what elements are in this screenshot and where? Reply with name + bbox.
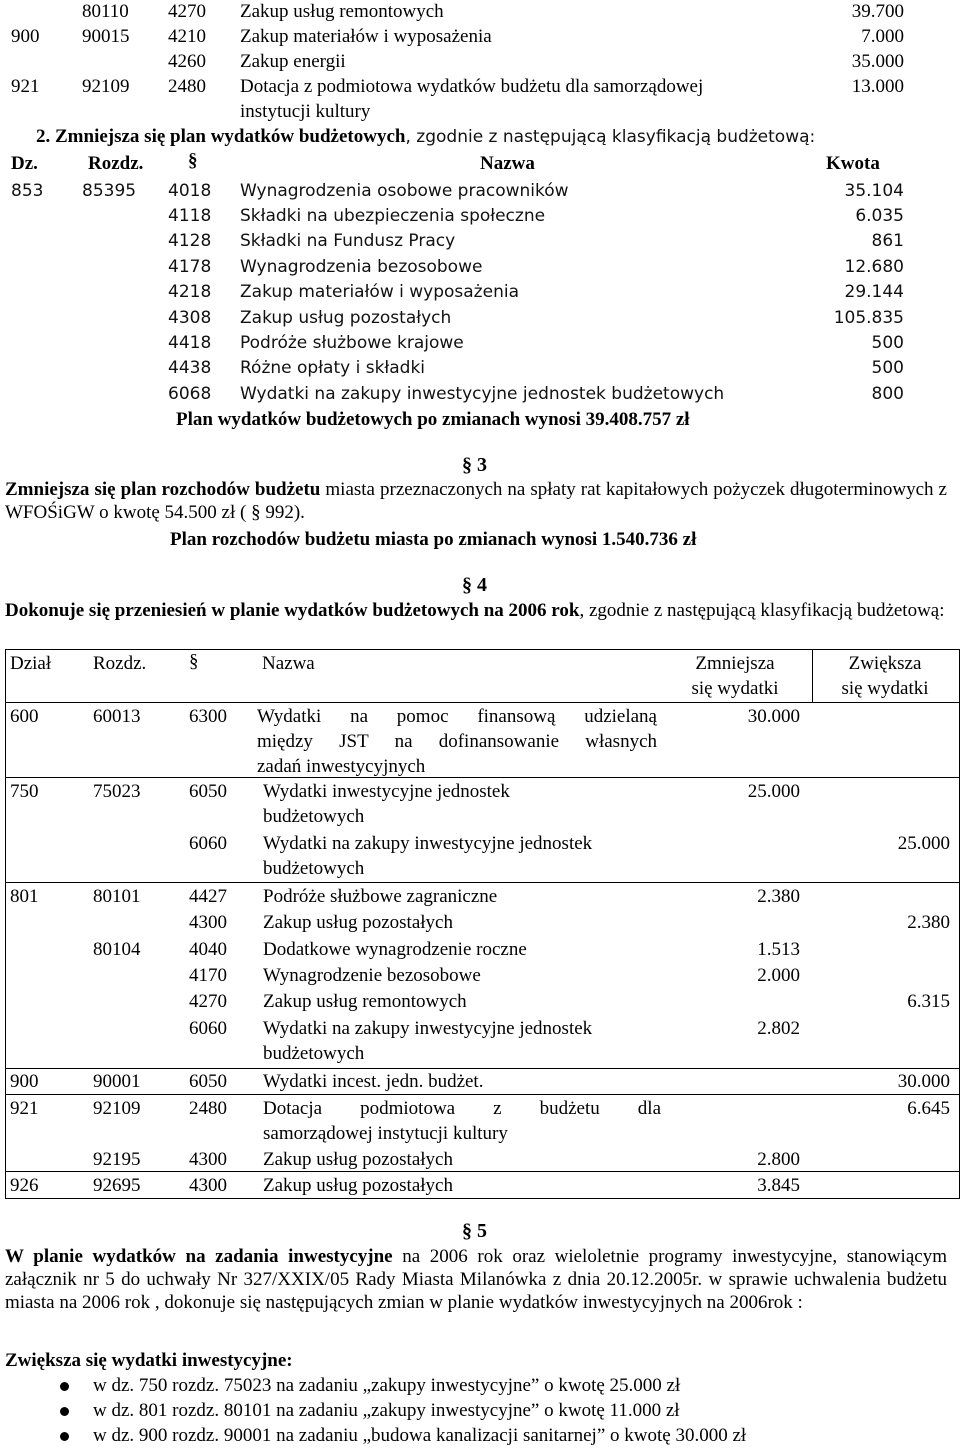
amount-cell: 861 <box>871 231 904 251</box>
table-border <box>5 649 960 650</box>
column-divider <box>812 649 813 702</box>
header-name: Nazwa <box>262 653 315 674</box>
section3-text-bold: Zmniejsza się plan rozchodów budżetu <box>5 479 321 500</box>
decrease-cell: 1.513 <box>757 939 800 960</box>
section5-text-bold: W planie wydatków na zadania inwestycyjne <box>5 1246 393 1267</box>
section5-text-rest: na 2006 rok oraz wieloletnie programy inwestycyjne, stanowiącym załącznik nr 5 do uchwały Nr 327/XXIX/05 Rady Miasta Milanówka z dnia 20.12.2005r. w sprawie uchwalenia budżetu miasta na 2006 rok , dokonuje się następujących zmian w planie wydatków inwestycyjnych na 2006rok : <box>5 1246 947 1313</box>
header-par: § <box>189 651 199 672</box>
par-cell: 6050 <box>189 781 227 802</box>
rozdz-cell: 80110 <box>82 1 129 22</box>
name-cell: Wydatki incest. jedn. budżet. <box>263 1071 484 1092</box>
section2-number: 2. <box>36 126 51 147</box>
amount-cell: 12.680 <box>844 257 904 277</box>
header-increase-1: Zwiększa <box>848 653 922 674</box>
header-dzial: Dział <box>10 653 52 674</box>
par-cell: 4118 <box>168 206 212 226</box>
header-decrease-2: się wydatki <box>691 678 779 699</box>
rozdz-cell: 80101 <box>93 886 141 907</box>
row-divider <box>5 1094 960 1095</box>
bullet-icon <box>60 1407 69 1416</box>
header-rozdz: Rozdz. <box>93 653 147 674</box>
list-item: w dz. 900 rozdz. 90001 na zadaniu „budowa kanalizacji sanitarnej” o kwotę 30.000 zł <box>93 1425 747 1446</box>
header-decrease-1: Zmniejsza <box>695 653 775 674</box>
name-cell: Wynagrodzenie bezosobowe <box>263 965 481 986</box>
amount-cell: 39.700 <box>851 1 904 22</box>
table-border <box>5 1198 960 1199</box>
row-divider <box>5 1171 960 1172</box>
amount-cell: 105.835 <box>833 308 904 328</box>
name-cell: Dodatkowe wynagrodzenie roczne <box>263 939 527 960</box>
name-cell: budżetowych <box>263 806 365 827</box>
bullet-icon <box>60 1382 69 1391</box>
section3-paragraph <box>5 478 947 524</box>
section4-text-bold: Dokonuje się przeniesień w planie wydatków budżetowych na 2006 rok <box>5 600 580 621</box>
rozdz-cell: 92695 <box>93 1175 141 1196</box>
amount-cell: 7.000 <box>861 26 904 47</box>
name-cell: Zakup usług pozostałych <box>263 1149 453 1170</box>
rozdz-cell: 92109 <box>82 76 130 97</box>
section3-text-rest: miasta przeznaczonych na spłaty rat kapitałowych pożyczek długoterminowych z WFOŚiGW o kwotę 54.500 zł ( § 992). <box>5 479 947 523</box>
header-increase-2: się wydatki <box>841 678 929 699</box>
par-cell: 4178 <box>168 257 212 277</box>
name-cell: Dotacja podmiotowa z budżetu dla <box>263 1098 661 1119</box>
dzial-cell: 900 <box>10 1071 39 1092</box>
section4-paragraph <box>5 599 947 622</box>
name-cell: Zakup materiałów i wyposażenia <box>240 282 519 302</box>
table-border <box>5 649 6 1199</box>
par-cell: 6050 <box>189 1071 227 1092</box>
par-cell: 4300 <box>189 912 227 933</box>
section2-heading <box>36 126 815 148</box>
decrease-cell: 25.000 <box>747 781 800 802</box>
header-par: § <box>188 150 198 171</box>
name-cell: budżetowych <box>263 858 365 879</box>
name-cell: Dotacja z podmiotowa wydatków budżetu dla samorządowej <box>240 76 704 97</box>
name-cell: Wynagrodzenia osobowe pracowników <box>240 181 569 201</box>
rozdz-cell: 92109 <box>93 1098 141 1119</box>
name-cell: Wydatki inwestycyjne jednostek <box>263 781 510 802</box>
name-cell: Zakup usług pozostałych <box>263 1175 453 1196</box>
par-cell: 4270 <box>168 1 206 22</box>
section5-title: § 5 <box>462 1220 487 1242</box>
rozdz-cell: 85395 <box>82 181 137 201</box>
bullet-icon <box>60 1432 69 1441</box>
section2-heading-rest: , zgodnie z następującą klasyfikacją budżetową: <box>405 127 816 147</box>
amount-cell: 500 <box>871 358 904 378</box>
name-cell: Wydatki na pomoc finansową udzielaną <box>257 706 657 727</box>
name-cell: budżetowych <box>263 1043 365 1064</box>
par-cell: 6300 <box>189 706 227 727</box>
header-dz: Dz. <box>11 153 38 174</box>
decrease-cell: 2.802 <box>757 1018 800 1039</box>
name-cell: Zakup usług remontowych <box>263 991 467 1012</box>
row-divider <box>5 702 960 703</box>
par-cell: 6060 <box>189 1018 227 1039</box>
par-cell: 4300 <box>189 1149 227 1170</box>
row-divider <box>5 882 960 883</box>
par-cell: 4308 <box>168 308 212 328</box>
rozdz-cell: 90001 <box>93 1071 141 1092</box>
increase-cell: 6.645 <box>907 1098 950 1119</box>
rozdz-cell: 75023 <box>93 781 141 802</box>
row-divider <box>5 777 960 778</box>
par-cell: 4300 <box>189 1175 227 1196</box>
par-cell: 4128 <box>168 231 212 251</box>
par-cell: 4040 <box>189 939 227 960</box>
name-cell: między JST na dofinansowanie własnych <box>257 731 657 752</box>
name-cell: samorządowej instytucji kultury <box>263 1123 508 1144</box>
section5-subheading: Zwiększa się wydatki inwestycyjne: <box>5 1350 293 1371</box>
par-cell: 4218 <box>168 282 212 302</box>
increase-cell: 25.000 <box>897 833 950 854</box>
par-cell: 4260 <box>168 51 206 72</box>
increase-cell: 6.315 <box>907 991 950 1012</box>
name-cell: Zakup usług pozostałych <box>240 308 452 328</box>
list-item: w dz. 750 rozdz. 75023 na zadaniu „zakupy inwestycyjne” o kwotę 25.000 zł <box>93 1375 681 1396</box>
name-cell: Zakup usług pozostałych <box>263 912 453 933</box>
name-cell: Podróże służbowe krajowe <box>240 333 464 353</box>
header-amount: Kwota <box>826 153 880 174</box>
section4-table <box>5 649 960 1199</box>
name-cell: instytucji kultury <box>240 101 371 122</box>
name-cell: Zakup materiałów i wyposażenia <box>240 26 492 47</box>
par-cell: 6068 <box>168 384 212 404</box>
rozdz-cell: 60013 <box>93 706 141 727</box>
section2-heading-bold: Zmniejsza się plan wydatków budżetowych <box>55 126 406 147</box>
rozdz-cell: 92195 <box>93 1149 141 1170</box>
dzial-cell: 921 <box>10 1098 39 1119</box>
dzial-cell: 750 <box>10 781 39 802</box>
section5-paragraph <box>5 1245 947 1314</box>
decrease-cell: 2.380 <box>757 886 800 907</box>
par-cell: 4438 <box>168 358 212 378</box>
amount-cell: 35.000 <box>851 51 904 72</box>
amount-cell: 29.144 <box>844 282 904 302</box>
increase-cell: 30.000 <box>897 1071 950 1092</box>
increase-cell: 2.380 <box>907 912 950 933</box>
decrease-cell: 3.845 <box>757 1175 800 1196</box>
list-item: w dz. 801 rozdz. 80101 na zadaniu „zakupy inwestycyjne” o kwotę 11.000 zł <box>93 1400 680 1421</box>
name-cell: Wydatki na zakupy inwestycyjne jednostek <box>263 1018 593 1039</box>
name-cell: Wynagrodzenia bezosobowe <box>240 257 483 277</box>
section4-title: § 4 <box>462 574 487 596</box>
par-cell: 4018 <box>168 181 212 201</box>
dzial-cell: 801 <box>10 886 39 907</box>
par-cell: 6060 <box>189 833 227 854</box>
decrease-cell: 2.800 <box>757 1149 800 1170</box>
rozdz-cell: 90015 <box>82 26 130 47</box>
section3-total: Plan rozchodów budżetu miasta po zmianach wynosi 1.540.736 zł <box>170 529 697 550</box>
name-cell: Podróże służbowe zagraniczne <box>263 886 498 907</box>
name-cell: Składki na Fundusz Pracy <box>240 231 456 251</box>
header-name: Nazwa <box>480 153 535 174</box>
amount-cell: 800 <box>871 384 904 404</box>
name-cell: Wydatki na zakupy inwestycyjne jednostek budżetowych <box>240 384 725 404</box>
par-cell: 4418 <box>168 333 212 353</box>
dzial-cell: 926 <box>10 1175 39 1196</box>
section3-title: § 3 <box>462 454 487 476</box>
name-cell: Wydatki na zakupy inwestycyjne jednostek <box>263 833 593 854</box>
par-cell: 2480 <box>168 76 206 97</box>
name-cell: Zakup energii <box>240 51 346 72</box>
dz-cell: 900 <box>11 26 40 47</box>
par-cell: 2480 <box>189 1098 227 1119</box>
par-cell: 4270 <box>189 991 227 1012</box>
par-cell: 4170 <box>189 965 227 986</box>
name-cell: Różne opłaty i składki <box>240 358 426 378</box>
amount-cell: 6.035 <box>855 206 904 226</box>
dzial-cell: 600 <box>10 706 39 727</box>
decrease-cell: 30.000 <box>747 706 800 727</box>
dz-cell: 921 <box>11 76 40 97</box>
dz-cell: 853 <box>11 181 44 201</box>
par-cell: 4210 <box>168 26 206 47</box>
amount-cell: 35.104 <box>844 181 904 201</box>
decrease-cell: 2.000 <box>757 965 800 986</box>
rozdz-cell: 80104 <box>93 939 141 960</box>
header-rozdz: Rozdz. <box>88 153 144 174</box>
section4-text-rest: , zgodnie z następującą klasyfikacją budżetową: <box>579 600 945 621</box>
name-cell: Składki na ubezpieczenia społeczne <box>240 206 546 226</box>
par-cell: 4427 <box>189 886 227 907</box>
name-cell: Zakup usług remontowych <box>240 1 444 22</box>
name-cell: zadań inwestycyjnych <box>257 756 426 777</box>
amount-cell: 13.000 <box>851 76 904 97</box>
section2-total: Plan wydatków budżetowych po zmianach wynosi 39.408.757 zł <box>176 409 690 430</box>
amount-cell: 500 <box>871 333 904 353</box>
